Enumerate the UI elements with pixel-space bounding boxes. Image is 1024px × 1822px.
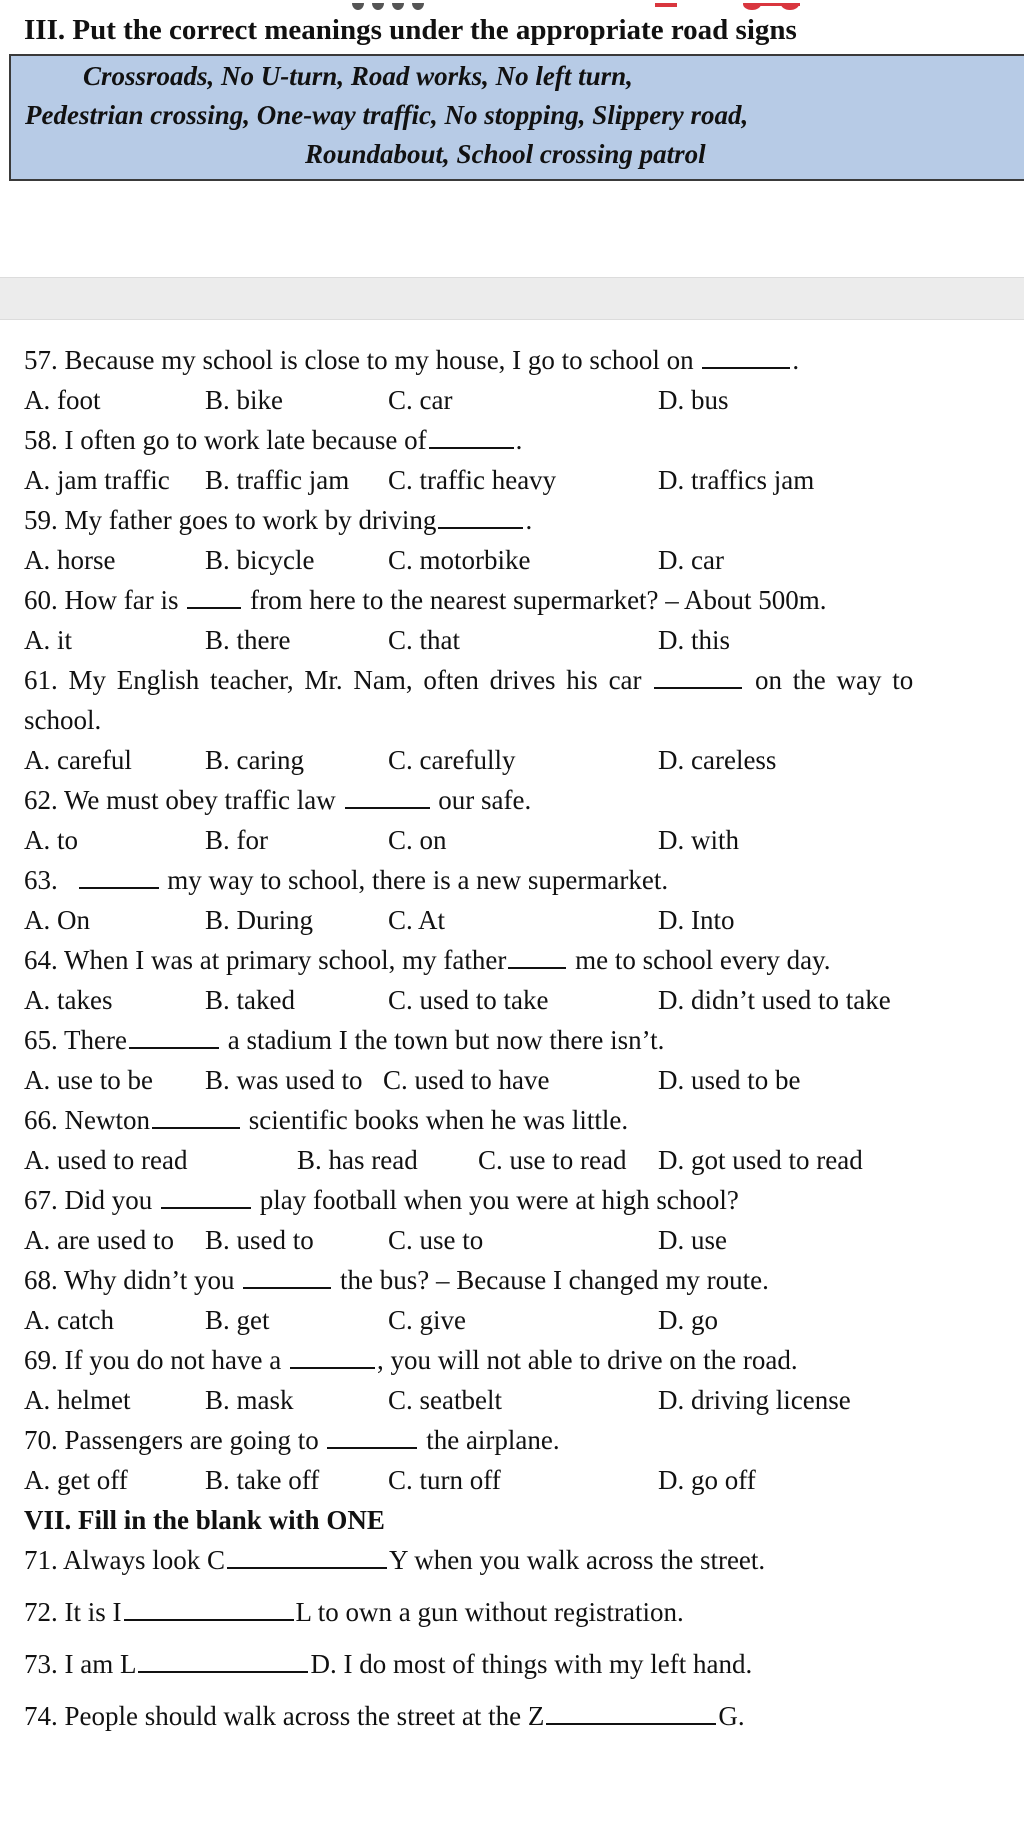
question-68: 68. Why didn’t you the bus? – Because I changed my route.	[24, 1265, 769, 1295]
option-68-d: D. go	[658, 1305, 718, 1335]
option-61-b: B. caring	[205, 745, 304, 775]
option-69-c: C. seatbelt	[388, 1385, 502, 1415]
option-63-b: B. During	[205, 905, 313, 935]
question-61-continued: school.	[24, 705, 102, 735]
fill-item-73: 73. I am L D. I do most of things with my left hand.	[24, 1649, 753, 1679]
answer-blank	[438, 505, 523, 529]
question-59: 59. My father goes to work by driving .	[24, 505, 533, 535]
option-61-d: D. careless	[658, 745, 777, 775]
section-3-title: III. Put the correct meanings under the appropriate road signs	[24, 14, 797, 46]
answer-blank	[161, 1185, 251, 1209]
option-67-b: B. used to	[205, 1225, 314, 1255]
answer-blank	[327, 1425, 417, 1449]
option-62-d: D. with	[658, 825, 739, 855]
divider-band	[0, 277, 1024, 320]
option-60-a: A. it	[24, 625, 73, 655]
option-69-a: A. helmet	[24, 1385, 131, 1415]
option-66-d: D. got used to read	[658, 1145, 863, 1175]
answer-blank	[152, 1105, 240, 1129]
fill-item-72: 72. It is I L to own a gun without registration.	[24, 1597, 684, 1627]
question-58: 58. I often go to work late because of .	[24, 425, 523, 455]
word-bank-line-2: Pedestrian crossing, One-way traffic, No stopping, Slippery road,	[25, 100, 749, 130]
option-63-d: D. Into	[658, 905, 735, 935]
question-70: 70. Passengers are going to the airplane.	[24, 1425, 560, 1455]
answer-blank	[243, 1265, 331, 1289]
fill-item-71: 71. Always look C Y when you walk across the street.	[24, 1545, 766, 1575]
option-68-b: B. get	[205, 1305, 270, 1335]
option-59-c: C. motorbike	[388, 545, 531, 575]
word-bank-line-3: Roundabout, School crossing patrol	[305, 139, 706, 169]
option-64-a: A. takes	[24, 985, 113, 1015]
question-63: 63. my way to school, there is a new supermarket.	[24, 865, 669, 895]
option-63-a: A. On	[24, 905, 90, 935]
answer-blank	[290, 1345, 375, 1369]
option-70-b: B. take off	[205, 1465, 320, 1495]
answer-blank	[702, 345, 790, 369]
question-69: 69. If you do not have a , you will not able to drive on the road.	[24, 1345, 798, 1375]
option-58-c: C. traffic heavy	[388, 465, 557, 495]
answer-blank	[129, 1025, 219, 1049]
option-62-b: B. for	[205, 825, 268, 855]
option-68-c: C. give	[388, 1305, 466, 1335]
option-58-a: A. jam traffic	[24, 465, 170, 495]
option-65-c: C. used to have	[383, 1065, 550, 1095]
option-70-d: D. go off	[658, 1465, 756, 1495]
option-61-a: A. careful	[24, 745, 132, 775]
option-60-d: D. this	[658, 625, 731, 655]
word-bank-box	[9, 54, 1024, 181]
option-70-a: A. get off	[24, 1465, 128, 1495]
option-65-b: B. was used to	[205, 1065, 363, 1095]
option-60-c: C. that	[388, 625, 460, 655]
answer-blank	[124, 1597, 294, 1621]
answer-blank	[227, 1545, 387, 1569]
option-57-b: B. bike	[205, 385, 283, 415]
question-57: 57. Because my school is close to my house, I go to school on .	[24, 345, 800, 375]
fill-item-74: 74. People should walk across the street at the Z G.	[24, 1701, 745, 1731]
option-70-c: C. turn off	[388, 1465, 501, 1495]
option-67-c: C. use to	[388, 1225, 484, 1255]
option-69-b: B. mask	[205, 1385, 294, 1415]
option-66-a: A. used to read	[24, 1145, 188, 1175]
option-67-a: A. are used to	[24, 1225, 174, 1255]
option-64-d: D. didn’t used to take	[658, 985, 891, 1015]
answer-blank	[79, 865, 159, 889]
road-sign-fragments-icon	[0, 3, 1024, 13]
option-59-b: B. bicycle	[205, 545, 315, 575]
answer-blank	[508, 945, 566, 969]
option-57-a: A. foot	[24, 385, 101, 415]
option-66-c: C. use to read	[478, 1145, 627, 1175]
answer-blank	[654, 665, 742, 689]
top-cropped-image-strip	[0, 0, 1024, 10]
option-64-c: C. used to take	[388, 985, 549, 1015]
option-59-a: A. horse	[24, 545, 116, 575]
question-60: 60. How far is from here to the nearest supermarket? – About 500m.	[24, 585, 827, 615]
option-68-a: A. catch	[24, 1305, 114, 1335]
option-65-a: A. use to be	[24, 1065, 153, 1095]
option-63-c: C. At	[388, 905, 446, 935]
option-57-c: C. car	[388, 385, 453, 415]
question-64: 64. When I was at primary school, my father me to school every day.	[24, 945, 831, 975]
answer-blank	[138, 1649, 308, 1673]
answer-blank	[345, 785, 430, 809]
option-69-d: D. driving license	[658, 1385, 851, 1415]
option-60-b: B. there	[205, 625, 291, 655]
question-62: 62. We must obey traffic law our safe.	[24, 785, 532, 815]
word-bank-line-1: Crossroads, No U-turn, Road works, No left turn,	[83, 61, 633, 91]
question-66: 66. Newton scientific books when he was little.	[24, 1105, 629, 1135]
question-65: 65. There a stadium I the town but now there isn’t.	[24, 1025, 665, 1055]
section-7-title: VII. Fill in the blank with ONE	[24, 1505, 385, 1535]
option-58-d: D. traffics jam	[658, 465, 815, 495]
answer-blank	[429, 425, 514, 449]
option-65-d: D. used to be	[658, 1065, 801, 1095]
option-64-b: B. taked	[205, 985, 295, 1015]
answer-blank	[187, 585, 241, 609]
question-67: 67. Did you play football when you were at high school?	[24, 1185, 739, 1215]
option-61-c: C. carefully	[388, 745, 516, 775]
question-61: 61. My English teacher, Mr. Nam, often drives his car on the way to	[24, 665, 914, 695]
option-59-d: D. car	[658, 545, 724, 575]
option-67-d: D. use	[658, 1225, 727, 1255]
option-62-a: A. to	[24, 825, 78, 855]
option-66-b: B. has read	[297, 1145, 418, 1175]
answer-blank	[546, 1701, 716, 1725]
option-62-c: C. on	[388, 825, 447, 855]
option-58-b: B. traffic jam	[205, 465, 350, 495]
option-57-d: D. bus	[658, 385, 729, 415]
